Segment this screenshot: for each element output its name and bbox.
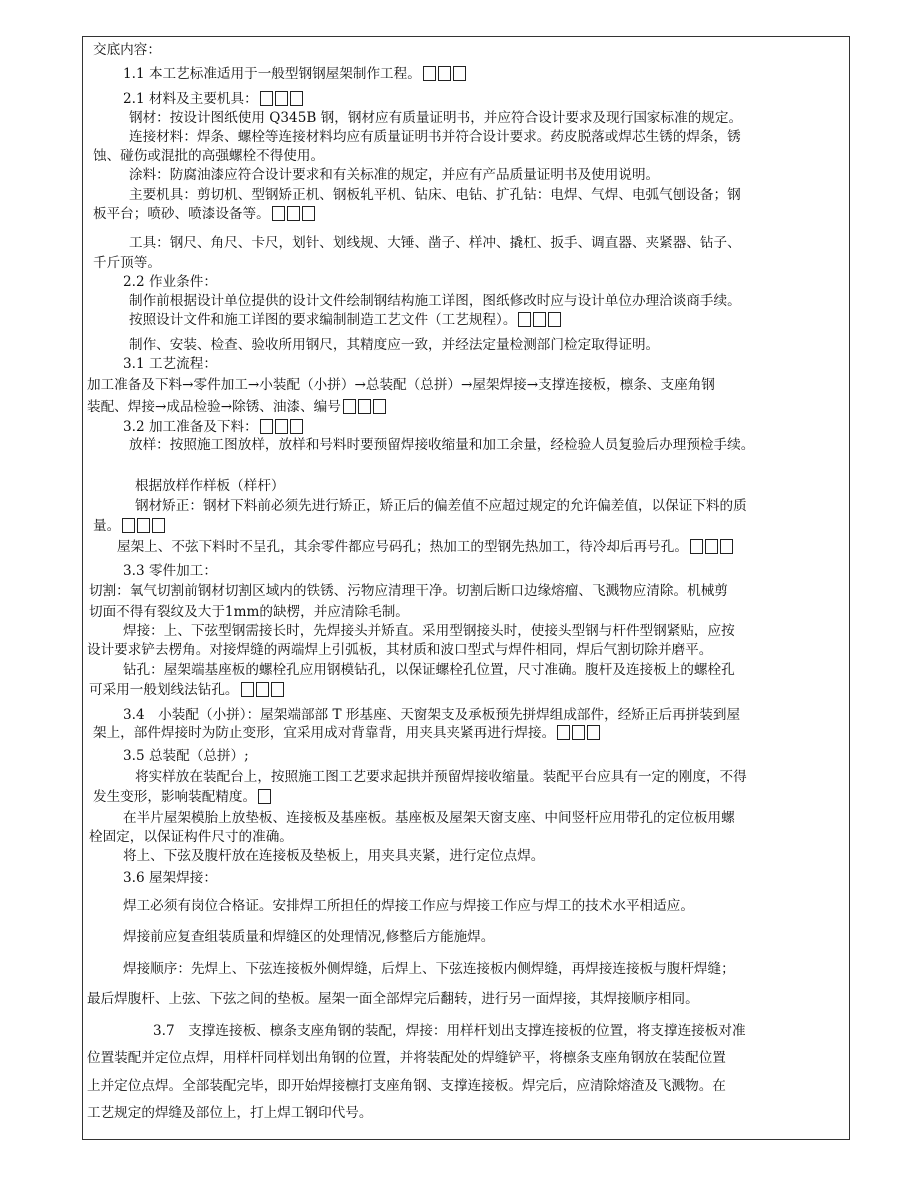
missing-glyph-box — [302, 206, 315, 221]
line-text: 1.1 本工艺标准适用于一般型钢钢屋架制作工程。 — [123, 66, 421, 82]
line-text: 最后焊腹杆、上弦、下弦之间的垫板。屋架一面全部焊完后翻转，进行另一面焊接，其焊接顺序相同。 — [87, 991, 699, 1007]
missing-glyph-box — [720, 539, 733, 554]
text-line — [135, 768, 747, 787]
text-line — [123, 622, 735, 641]
text-line — [117, 538, 733, 557]
missing-glyph-box — [690, 539, 703, 554]
missing-glyph-box — [358, 399, 371, 414]
text-line — [123, 897, 694, 916]
missing-glyph-box — [241, 682, 254, 697]
line-text: 钢材：按设计图纸使用 Q345B 钢，钢材应有质量证明书，并应符合设计要求及现行国家标准的规定。 — [129, 110, 743, 126]
line-text: 制作、安装、检查、验收所用钢尺，其精度应一致，并经法定量检测部门检定取得证明。 — [129, 337, 660, 353]
text-line — [93, 724, 600, 743]
line-text: 3.2 加工准备及下料： — [123, 419, 258, 435]
missing-glyph-box — [256, 682, 269, 697]
line-text: 钢材矫正：钢材下料前必须先进行矫正，矫正后的偏差值不应超过规定的允许偏差值，以保证下料的质 — [135, 498, 747, 514]
text-line — [129, 311, 561, 330]
line-text: 切面不得有裂纹及大于1mm的缺楞，并应清除毛制。 — [89, 604, 409, 620]
missing-glyph-box — [572, 725, 585, 740]
line-text: 工具：钢尺、角尺、卡尺，划针、划线规、大锤、凿子、样冲、撬杠、扳手、调直器、夹紧器、钻子、 — [129, 235, 741, 251]
text-line — [123, 928, 494, 947]
missing-glyph-box — [258, 789, 271, 804]
text-line — [123, 273, 217, 292]
text-line — [123, 65, 466, 84]
missing-glyph-box — [275, 419, 288, 434]
text-line — [135, 497, 747, 516]
text-line — [135, 477, 285, 496]
line-text: 3.3 零件加工： — [123, 563, 217, 579]
text-line — [87, 1049, 726, 1068]
section-header: 交底内容： — [93, 42, 161, 58]
text-line — [129, 166, 659, 185]
missing-glyph-box — [275, 91, 288, 106]
missing-glyph-box — [438, 66, 451, 81]
line-text: 制作前根据设计单位提供的设计文件绘制钢结构施工详图，图纸修改时应与设计单位办理洽谈商手续。 — [129, 293, 741, 309]
line-text: 板平台；喷砂、喷漆设备等。 — [93, 206, 270, 222]
text-line — [89, 681, 284, 700]
line-text: 栓固定，以保证构件尺寸的准确。 — [89, 829, 293, 845]
missing-glyph-box — [272, 206, 285, 221]
line-text: 蚀、碰伤或混批的高强螺栓不得使用。 — [93, 148, 325, 164]
text-line — [153, 1022, 746, 1041]
text-line — [123, 355, 217, 374]
line-text: 装配、焊接→成品检验→除锈、油漆、编号 — [87, 399, 341, 415]
missing-glyph-box — [152, 518, 165, 533]
text-line — [129, 336, 659, 355]
missing-glyph-box — [343, 399, 356, 414]
text-line — [93, 147, 324, 166]
text-line — [93, 205, 315, 224]
line-text: 涂料：防腐油漆应符合设计要求和有关标准的规定，并应有产品质量证明书及使用说明。 — [129, 167, 660, 183]
text-line — [123, 418, 303, 437]
line-text: 上并定位点焊。全部装配完毕，即开始焊接檩打支座角钢、支撑连接板。焊完后，应清除熔渣及飞溅物。在 — [87, 1078, 726, 1094]
missing-glyph-box — [705, 539, 718, 554]
text-line — [87, 376, 715, 395]
line-text: 3.6 屋架焊接： — [123, 870, 217, 886]
line-text: 千斤顶等。 — [93, 255, 161, 271]
text-line — [93, 254, 161, 273]
line-text: 量。 — [93, 518, 121, 534]
text-line — [123, 661, 735, 680]
line-text: 焊工必须有岗位合格证。安排焊工所担任的焊接工作应与焊接工作应与焊工的技术水平相适应。 — [123, 898, 694, 914]
text-line — [123, 960, 735, 979]
line-text: 加工准备及下料→零件加工→小装配（小拼）→总装配（总拼）→屋架焊接→支撑连接板，檩条、支座角钢 — [87, 377, 715, 393]
line-text: 架上，部件焊接时为防止变形，宜采用成对背靠背，用夹具夹紧再进行焊接。 — [93, 725, 556, 741]
text-line — [93, 788, 271, 807]
line-text: 在半片屋架模胎上放垫板、连接板及基座板。基座板及屋架天窗支座、中间竖杆应用带孔的定位板用螺 — [123, 810, 735, 826]
missing-glyph-box — [137, 518, 150, 533]
missing-glyph-box — [122, 518, 135, 533]
text-line — [129, 186, 741, 205]
text-line — [89, 828, 293, 847]
line-text: 3.1 工艺流程： — [123, 356, 217, 372]
missing-glyph-box — [260, 419, 273, 434]
missing-glyph-box — [290, 419, 303, 434]
text-line — [123, 90, 303, 109]
missing-glyph-box — [548, 312, 561, 327]
missing-glyph-box — [533, 312, 546, 327]
line-text: 将上、下弦及腹杆放在连接板及垫板上，用夹具夹紧，进行定位点焊。 — [123, 848, 545, 864]
missing-glyph-box — [453, 66, 466, 81]
line-text: 将实样放在装配台上，按照施工图工艺要求起拱并预留焊接收缩量。装配平台应具有一定的刚度，不得 — [135, 769, 747, 785]
line-text: 放样：按照施工图放样，放样和号料时要预留焊接收缩量和加工余量，经检验人员复验后办理预检手续。 — [129, 437, 755, 453]
text-line — [129, 436, 754, 455]
line-text: 发生变形，影响装配精度。 — [93, 789, 257, 805]
missing-glyph-box — [260, 91, 273, 106]
text-line — [123, 869, 217, 888]
text-line — [129, 128, 741, 147]
missing-glyph-box — [587, 725, 600, 740]
text-line — [123, 809, 735, 828]
missing-glyph-box — [271, 682, 284, 697]
missing-glyph-box — [557, 725, 570, 740]
line-text: 按照设计文件和施工详图的要求编制制造工艺文件（工艺规程）。 — [129, 312, 517, 328]
line-text: 主要机具：剪切机、型钢矫正机、钢板轧平机、钻床、电钻、扩孔钻：电焊、气焊、电弧气刨设备；钢 — [129, 187, 741, 203]
text-line — [87, 398, 386, 417]
line-text: 2.1 材料及主要机具： — [123, 91, 258, 107]
text-line — [93, 517, 165, 536]
line-text: 工艺规定的焊缝及部位上，打上焊工钢印代号。 — [87, 1105, 373, 1121]
text-line — [87, 1077, 726, 1096]
line-text: 2.2 作业条件： — [123, 274, 217, 290]
line-text: 屋架上、不弦下料时不呈孔，其余零件都应号码孔；热加工的型钢先热加工，待冷却后再号孔。 — [117, 539, 688, 555]
line-text: 焊接前应复查组装质量和焊缝区的处理情况,修整后方能施焊。 — [123, 929, 495, 945]
line-text: 位置装配并定位点焊，用样杆同样划出角钢的位置，并将装配处的焊缝铲平，将檩条支座角钢放在装配位置 — [87, 1050, 726, 1066]
missing-glyph-box — [287, 206, 300, 221]
text-line — [89, 582, 728, 601]
line-text: 钻孔：屋架端基座板的螺栓孔应用钢模钻孔，以保证螺栓孔位置，尺寸准确。腹杆及连接板上的螺栓孔 — [123, 662, 735, 678]
text-line — [123, 747, 249, 766]
text-line — [123, 847, 544, 866]
line-text: 设计要求铲去楞角。对接焊缝的两端焊上引弧板，其材质和波口型式与焊件相同，焊后气割切除并磨平。 — [87, 642, 713, 658]
text-line — [87, 641, 712, 660]
text-line — [89, 603, 409, 622]
document-frame — [82, 36, 850, 1140]
line-text: 根据放样作样板（样杆） — [135, 478, 285, 494]
line-text: 3.5 总装配（总拼）; — [123, 748, 249, 764]
text-line — [129, 109, 742, 128]
line-text: 切割：氧气切割前钢材切割区域内的铁锈、污物应清理干净。切割后断口边缘熔瘤、飞溅物应清除。机械剪 — [89, 583, 728, 599]
missing-glyph-box — [518, 312, 531, 327]
text-line — [87, 1104, 372, 1123]
missing-glyph-box — [423, 66, 436, 81]
line-text: 可采用一般划线法钻孔。 — [89, 682, 239, 698]
line-text: 焊接顺序：先焊上、下弦连接板外侧焊缝，后焊上、下弦连接板内侧焊缝，再焊接连接板与腹杆焊缝； — [123, 961, 735, 977]
line-text: 3.7 支撑连接板、檩条支座角钢的装配，焊接：用样杆划出支撑连接板的位置，将支撑连接板对准 — [153, 1023, 746, 1039]
text-line — [129, 292, 741, 311]
missing-glyph-box — [373, 399, 386, 414]
text-line — [129, 234, 741, 253]
line-text: 3.4 小装配（小拼）：屋架端部部 T 形基座、天窗架支及承板预先拼焊组成部件，经矫正后再拼装到屋 — [123, 707, 741, 723]
line-text: 连接材料：焊条、螺栓等连接材料均应有质量证明书并符合设计要求。药皮脱落或焊芯生锈的焊条，锈 — [129, 129, 741, 145]
text-line — [87, 990, 699, 1009]
text-line — [123, 706, 740, 725]
line-text: 焊接：上、下弦型钢需接长时，先焊接头并矫直。采用型钢接头时，使接头型钢与杆件型钢紧贴，应按 — [123, 623, 735, 639]
text-line — [123, 562, 217, 581]
missing-glyph-box — [290, 91, 303, 106]
